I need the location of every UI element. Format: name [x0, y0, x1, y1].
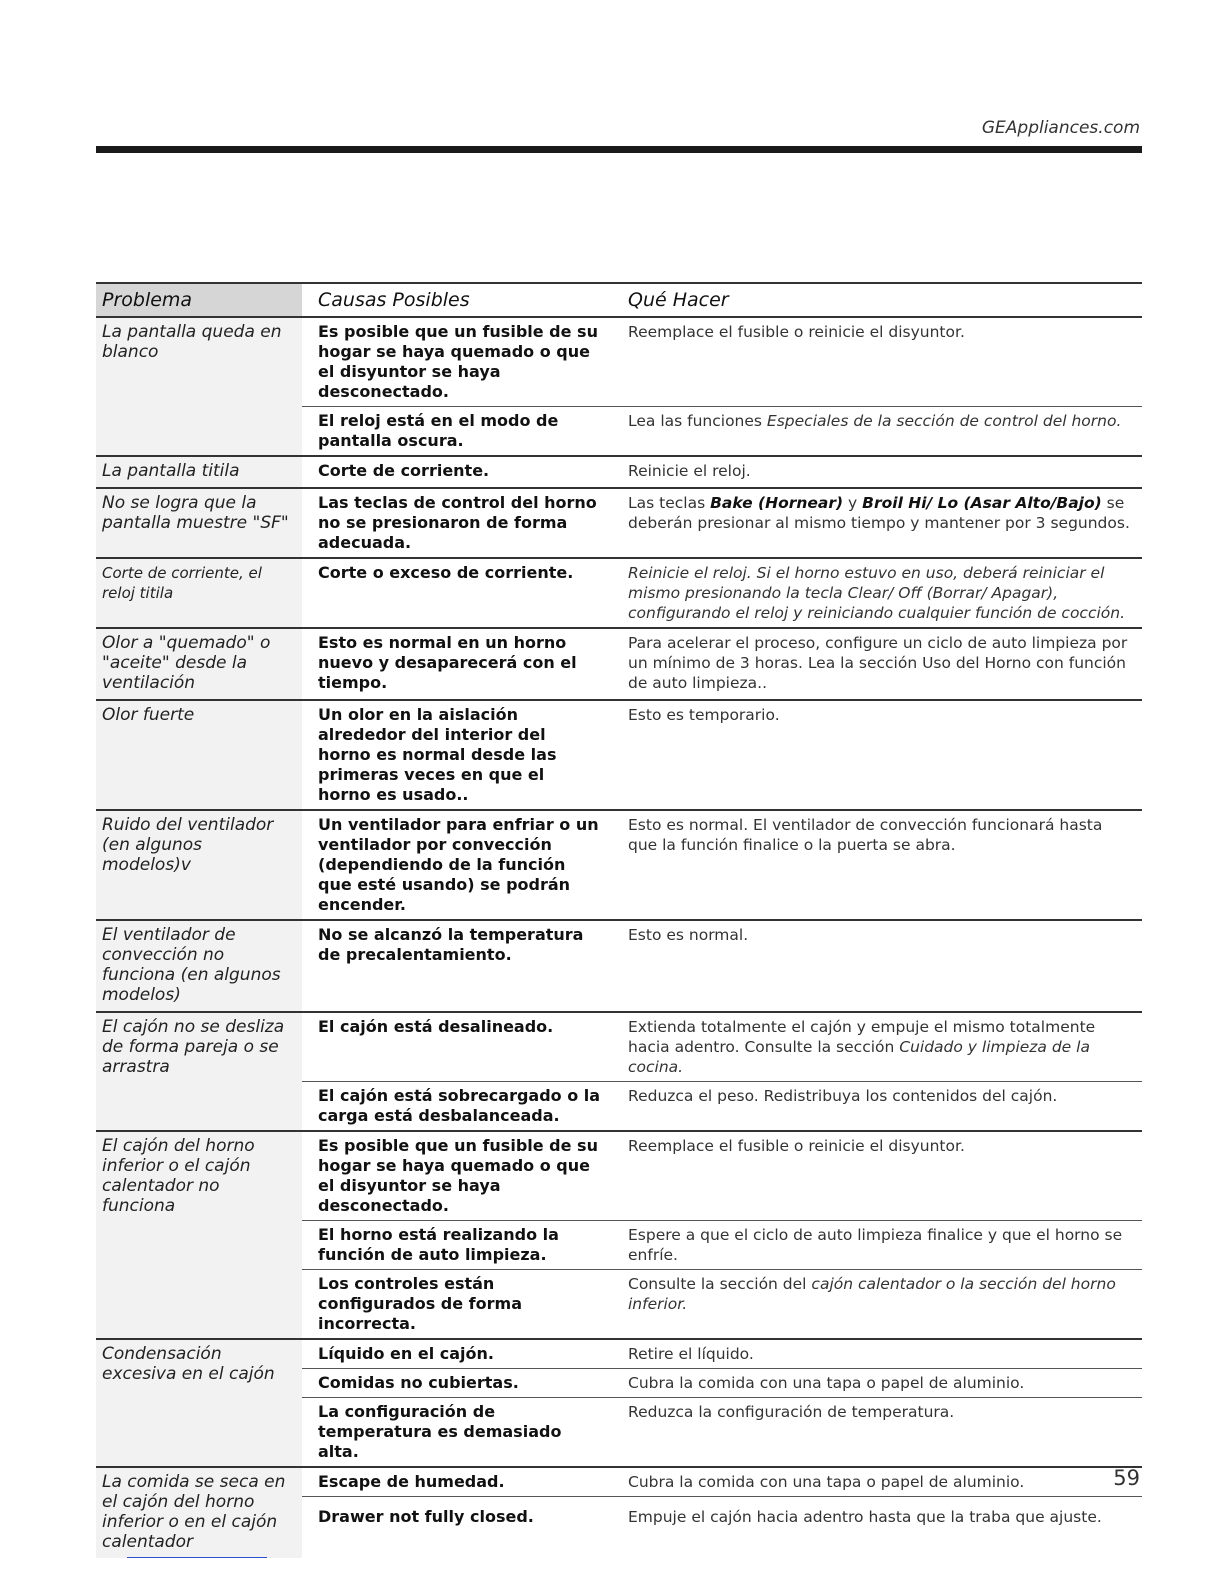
problem-cell: La pantalla titila: [96, 457, 302, 487]
problem-cell: Corte de corriente, el reloj titila: [96, 559, 302, 627]
cause-cell: El horno está realizando la función de auto limpieza.: [318, 1225, 559, 1264]
table-row: [302, 811, 1142, 919]
problem-cell: Ruido del ventilador (en algunos modelos)v: [96, 811, 302, 919]
fix-cell: Reinicie el reloj. Si el horno estuvo en uso, deberá reiniciar el mismo presionando la tecla Clear/ Off (Borrar/ Apagar), configurando el reloj y reiniciando cualquier función de cocción.: [628, 564, 1126, 622]
fix-cell: Espere a que el ciclo de auto limpieza finalice y que el horno se enfríe.: [628, 1226, 1123, 1264]
cause-cell: Corte o exceso de corriente.: [318, 563, 574, 582]
fix-cell: Cubra la comida con una tapa o papel de aluminio.: [628, 1473, 1025, 1491]
problem-cell: El cajón no se desliza de forma pareja o se arrastra: [96, 1013, 302, 1130]
problem-cell: El ventilador de convección no funciona (en algunos modelos): [96, 921, 302, 1011]
table-group: [96, 457, 1142, 489]
fix-cell: Esto es normal. El ventilador de convección funcionará hasta que la función finalice o la puerta se abra.: [628, 816, 1103, 854]
table-row: [302, 1340, 1142, 1369]
problem-cell: Condensación excesiva en el cajón: [96, 1340, 302, 1466]
table-row: [302, 318, 1142, 407]
fix-cell: [612, 407, 1142, 455]
table-row: [302, 1221, 1142, 1270]
fix-text: se deberán presionar al mismo tiempo y mantener por 3 segundos.: [628, 494, 1130, 532]
cause-cell: El reloj está en el modo de pantalla oscura.: [318, 411, 559, 450]
table-row: [302, 1369, 1142, 1398]
col-header-problem: Problema: [96, 284, 302, 316]
cause-cell: Es posible que un fusible de su hogar se haya quemado o que el disyuntor se haya desconectado.: [318, 322, 598, 401]
cause-cell: Comidas no cubiertas.: [318, 1373, 519, 1392]
cause-cell: La configuración de temperatura es demasiado alta.: [318, 1402, 562, 1461]
site-url: GEAppliances.com: [981, 118, 1140, 138]
fix-italic-text: cajón calentador o la sección del horno inferior.: [628, 1275, 1116, 1313]
fix-cell: Reemplace el fusible o reinicie el disyuntor.: [628, 1137, 965, 1155]
problem-cell: Olor fuerte: [96, 701, 302, 809]
page-number: 59: [1113, 1466, 1140, 1490]
cause-cell: El cajón está desalineado.: [318, 1017, 554, 1036]
fix-cell: Reduzca la configuración de temperatura.: [628, 1403, 955, 1421]
table-row: [302, 1270, 1142, 1338]
table-row: [302, 1398, 1142, 1466]
problem-cell: El cajón del horno inferior o el cajón calentador no funciona: [96, 1132, 302, 1338]
cause-cell: Líquido en el cajón.: [318, 1344, 494, 1363]
fix-cell: Reduzca el peso. Redistribuya los contenidos del cajón.: [628, 1087, 1058, 1105]
table-group: [96, 559, 1142, 629]
problem-cell: La comida se seca en el cajón del horno inferior o en el cajón calentador: [96, 1468, 302, 1558]
table-header: [96, 284, 1142, 318]
table-group: [96, 811, 1142, 921]
table-row: [302, 1468, 1142, 1497]
fix-text: y: [843, 494, 863, 512]
table-row: [302, 489, 1142, 557]
cause-cell: Las teclas de control del horno no se presionaron de forma adecuada.: [318, 493, 597, 552]
table-group: [96, 489, 1142, 559]
fix-cell: Esto es temporario.: [628, 706, 780, 724]
table-row: [302, 559, 1142, 627]
cause-cell: Los controles están configurados de forma incorrecta.: [318, 1274, 522, 1333]
fix-cell: [612, 1013, 1142, 1081]
fix-text: Extienda totalmente el cajón y empuje el mismo totalmente hacia adentro. Consulte la sección: [628, 1018, 1096, 1056]
table-group: [96, 629, 1142, 701]
table-row: [302, 1132, 1142, 1221]
footer-link-line: [127, 1557, 267, 1558]
header-rule: [96, 146, 1142, 153]
cause-cell: El cajón está sobrecargado o la carga está desbalanceada.: [318, 1086, 601, 1125]
troubleshooting-table: [96, 282, 1142, 1558]
fix-text: Lea las funciones: [628, 412, 767, 430]
table-row: [302, 1082, 1142, 1130]
table-group: [96, 1340, 1142, 1468]
cause-cell: Corte de corriente.: [318, 461, 490, 480]
fix-cell: Cubra la comida con una tapa o papel de aluminio.: [628, 1374, 1025, 1392]
table-group: [96, 318, 1142, 457]
broil-key-label: Broil Hi/ Lo (Asar Alto/Bajo): [862, 494, 1102, 512]
col-header-causes: Causas Posibles: [318, 289, 470, 311]
fix-italic-text: Cuidado y limpieza de la cocina.: [628, 1038, 1090, 1076]
problem-cell: Olor a "quemado" o "aceite" desde la ventilación: [96, 629, 302, 699]
problem-cell: La pantalla queda en blanco: [96, 318, 302, 455]
fix-italic-text: Especiales de la sección de control del horno.: [766, 412, 1122, 430]
cause-cell: Un ventilador para enfriar o un ventilador por convección (dependiendo de la función que esté usando) se podrán encender.: [318, 815, 599, 914]
table-group: [96, 701, 1142, 811]
table-row: [302, 629, 1142, 697]
table-row: [302, 921, 1142, 969]
fix-cell: Para acelerar el proceso, configure un ciclo de auto limpieza por un mínimo de 3 horas. Lea la sección Uso del Horno con función de auto limpieza..: [628, 634, 1128, 692]
fix-cell: Reinicie el reloj.: [628, 462, 751, 480]
col-header-fix: Qué Hacer: [628, 289, 729, 311]
cause-cell: Un olor en la aislación alrededor del interior del horno es normal desde las primeras veces en que el horno es usado..: [318, 705, 557, 804]
table-group: [96, 1013, 1142, 1132]
table-row: [302, 457, 1142, 485]
table-row: [302, 407, 1142, 455]
cause-cell: Es posible que un fusible de su hogar se haya quemado o que el disyuntor se haya desconectado.: [318, 1136, 598, 1215]
table-row: [302, 1013, 1142, 1082]
fix-cell: [612, 1270, 1142, 1338]
table-group: [96, 1132, 1142, 1340]
table-group: [96, 921, 1142, 1013]
cause-cell: Escape de humedad.: [318, 1472, 505, 1491]
fix-cell: Reemplace el fusible o reinicie el disyuntor.: [628, 323, 965, 341]
table-row: [302, 1497, 1142, 1531]
problem-cell: No se logra que la pantalla muestre "SF": [96, 489, 302, 557]
bake-key-label: Bake (Hornear): [710, 494, 844, 512]
fix-cell: Empuje el cajón hacia adentro hasta que la traba que ajuste.: [628, 1508, 1102, 1526]
cause-cell: Esto es normal en un horno nuevo y desaparecerá con el tiempo.: [318, 633, 577, 692]
cause-cell: No se alcanzó la temperatura de precalentamiento.: [318, 925, 584, 964]
fix-cell: Retire el líquido.: [628, 1345, 754, 1363]
fix-text: Consulte la sección del: [628, 1275, 812, 1293]
fix-text: Las teclas: [628, 494, 711, 512]
cause-cell: Drawer not fully closed.: [318, 1507, 534, 1526]
table-row: [302, 701, 1142, 809]
fix-cell: [612, 489, 1142, 557]
fix-cell: Esto es normal.: [628, 926, 749, 944]
table-group: [96, 1468, 1142, 1558]
